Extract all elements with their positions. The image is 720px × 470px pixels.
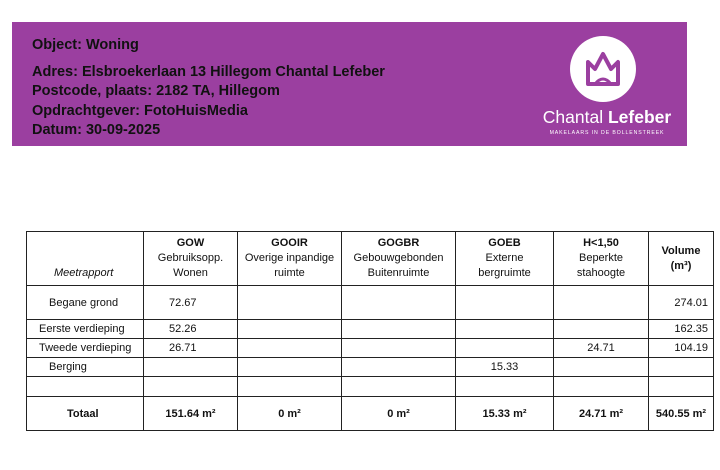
- cell-value: 274.01: [649, 286, 714, 320]
- cell-value: [554, 320, 649, 339]
- cell-value: [554, 377, 649, 397]
- postcode-line: Postcode, plaats: 2182 TA, Hillegom: [32, 83, 280, 99]
- brand-first: Chantal: [542, 107, 604, 127]
- table-title: Meetrapport: [54, 267, 114, 279]
- column-header: H<1,50 Beperkte stahoogte: [554, 232, 649, 286]
- table-row: [27, 358, 714, 377]
- cell-value: [649, 377, 714, 397]
- cell-value: [456, 320, 554, 339]
- cell-value: 15.33: [456, 358, 554, 377]
- cell-value: [342, 286, 456, 320]
- table-row: [27, 377, 714, 397]
- property-info: [32, 36, 385, 141]
- company-logo: [532, 32, 682, 140]
- total-label: Totaal: [27, 397, 144, 431]
- total-row: [27, 397, 714, 431]
- table-title-cell: [27, 232, 144, 286]
- cell-value: [456, 377, 554, 397]
- header-banner: [12, 22, 687, 146]
- cell-value: [342, 339, 456, 358]
- brand-tagline: MAKELAARS IN DE BOLLENSTREEK: [549, 130, 665, 136]
- column-header: GOW Gebruiksopp. Wonen: [144, 232, 238, 286]
- column-header: GOGBR Gebouwgebonden Buitenruimte: [342, 232, 456, 286]
- cell-value: [238, 339, 342, 358]
- cell-value: [554, 286, 649, 320]
- row-label: Eerste verdieping: [27, 320, 144, 339]
- cell-value: [342, 320, 456, 339]
- address-line: Adres: Elsbroekerlaan 13 Hillegom Chantal Lefeber: [32, 63, 385, 80]
- total-value: 24.71 m²: [554, 397, 649, 431]
- total-value: 0 m²: [342, 397, 456, 431]
- cell-value: [144, 358, 238, 377]
- cell-value: 104.19: [649, 339, 714, 358]
- cell-value: [342, 377, 456, 397]
- row-label: Begane grond: [27, 286, 144, 320]
- cell-value: [554, 358, 649, 377]
- cell-value: [238, 286, 342, 320]
- cell-value: 52.26: [144, 320, 238, 339]
- table-row: [27, 339, 714, 358]
- cell-value: [238, 320, 342, 339]
- cell-value: [649, 358, 714, 377]
- cell-value: [144, 377, 238, 397]
- column-header: GOOIR Overige inpandige ruimte: [238, 232, 342, 286]
- date-line: Datum: 30-09-2025: [32, 122, 161, 138]
- column-header: Volume (m³): [649, 232, 714, 286]
- brand-name: [534, 107, 680, 127]
- cell-value: 72.67: [144, 286, 238, 320]
- tulip-circle-logo-icon: [568, 34, 638, 104]
- column-header: GOEB Externe bergruimte: [456, 232, 554, 286]
- cell-value: [238, 358, 342, 377]
- brand-last: Lefeber: [607, 107, 672, 127]
- cell-value: [342, 358, 456, 377]
- cell-value: [238, 377, 342, 397]
- row-label: Berging: [27, 358, 144, 377]
- object-line: Object: Woning: [32, 37, 139, 53]
- table-row: [27, 286, 714, 320]
- total-value: 15.33 m²: [456, 397, 554, 431]
- cell-value: 162.35: [649, 320, 714, 339]
- cell-value: 24.71: [554, 339, 649, 358]
- cell-value: [456, 339, 554, 358]
- row-label: Tweede verdieping: [27, 339, 144, 358]
- total-value: 540.55 m²: [649, 397, 714, 431]
- table-header-row: [27, 232, 714, 286]
- cell-value: [456, 286, 554, 320]
- client-line: Opdrachtgever: FotoHuisMedia: [32, 102, 248, 119]
- row-label: [27, 377, 144, 397]
- table-row: [27, 320, 714, 339]
- total-value: 151.64 m²: [144, 397, 238, 431]
- cell-value: 26.71: [144, 339, 238, 358]
- measurement-table: [26, 231, 714, 431]
- total-value: 0 m²: [238, 397, 342, 431]
